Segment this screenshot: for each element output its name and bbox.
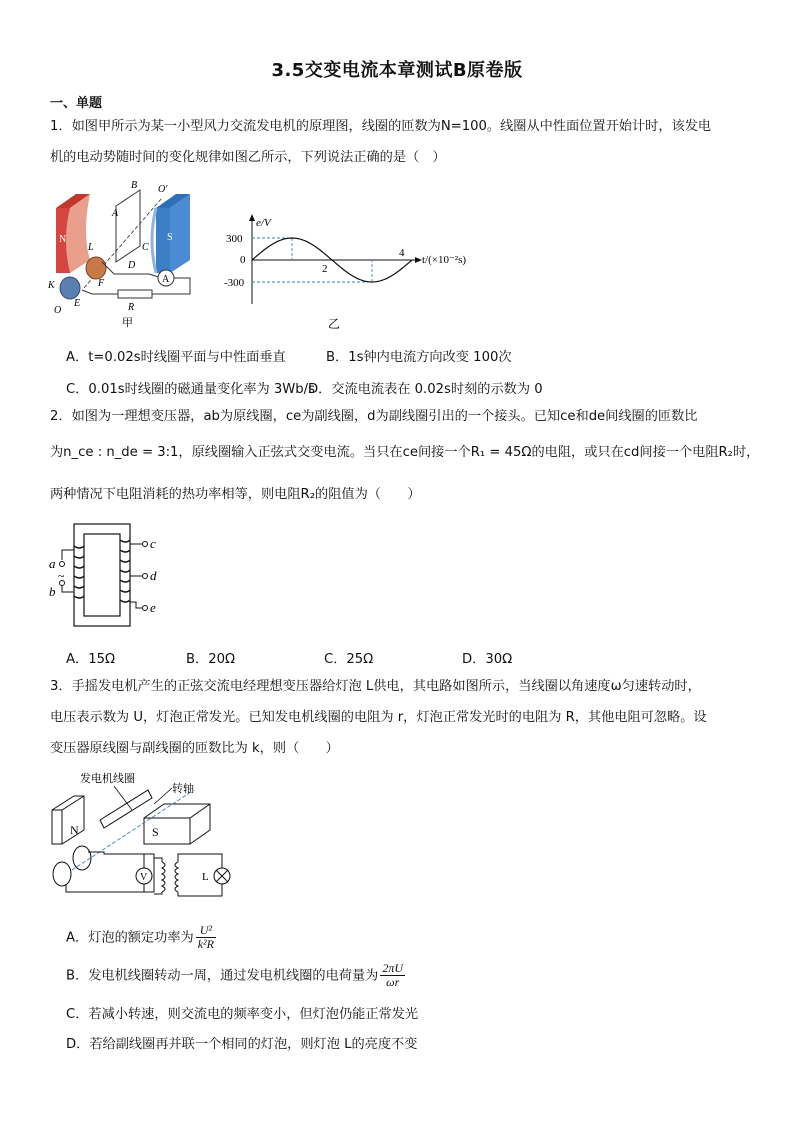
q3-text-line3: 变压器原线圈与副线圈的匝数比为 k，则（ ） (50, 741, 339, 756)
q3-option-a-text: A．灯泡的额定功率为 (66, 930, 194, 946)
q2-text-line1: 2．如图为一理想变压器，ab为原线圈，ce为副线圈，d为副线圈引出的一个接头。已知ce和de间线圈的匝数比 (50, 409, 698, 424)
secondary-coil (120, 540, 130, 602)
q2-text-line2: 为n_ce : n_de = 3:1，原线圈输入正弦式交变电流。当只在ce间接一个R₁ = 45Ω的电阻，或只在cd间接一个电阻R₂时， (50, 445, 760, 460)
fraction-denominator: k²R (197, 937, 214, 951)
label-c: c (150, 536, 156, 551)
q1-option-b[interactable]: B．1s钟内电流方向改变 100次 (326, 350, 512, 365)
label-r: R (128, 302, 135, 313)
q2-figure-transformer (44, 520, 164, 630)
label-generator-coil: 发电机线圈 (80, 773, 135, 785)
label-d: d (150, 568, 157, 583)
label-e: E (74, 298, 81, 309)
q1-figure-emf-chart (222, 212, 492, 334)
label-b: b (49, 584, 56, 599)
slip-ring-2 (60, 277, 80, 299)
chart-y-arrow (249, 214, 255, 221)
q1-option-a[interactable]: A．t=0.02s时线圈平面与中性面垂直 (66, 350, 286, 365)
label-shaft: 转轴 (172, 783, 194, 795)
terminal-e (143, 606, 148, 611)
q2-option-d[interactable]: D．30Ω (462, 652, 513, 667)
resistor-r (118, 290, 152, 298)
label-k: K (48, 280, 55, 291)
core-outer (74, 524, 130, 626)
label-a: a (49, 556, 56, 571)
rotation-axis (72, 790, 194, 870)
page-title: 3.5交变电流本章测试B原卷版 (271, 60, 523, 81)
wire-primary-bottom (154, 892, 162, 894)
section-heading: 一、单题 (50, 96, 103, 111)
label-f: F (98, 278, 105, 289)
ammeter-label: A (162, 274, 170, 285)
n-magnet (52, 796, 84, 844)
q3-figure-hand-generator (44, 770, 244, 900)
q1-option-d[interactable]: D．交流电流表在 0.02s时刻的示数为 0 (308, 382, 543, 397)
s-pole-face (152, 208, 156, 273)
label-d: D (128, 260, 136, 271)
q3-option-b-fraction (380, 962, 405, 989)
fraction-numerator: U² (196, 924, 216, 938)
wire-b (62, 586, 74, 592)
chart-x-arrow (415, 257, 422, 263)
label-l: L (88, 242, 94, 253)
label-a: A (112, 208, 119, 219)
wire-secondary-top (178, 854, 222, 868)
q3-text-line1: 3．手摇发电机产生的正弦交流电经理想变压器给灯泡 L供电，其电路如图所示，当线圈以角速度ω匀速转动时， (50, 679, 701, 694)
figure-caption-yi: 乙 (328, 317, 341, 331)
fraction-numerator: 2πU (382, 961, 404, 975)
lamp-label: L (202, 871, 209, 883)
chart-tick-y-neg300: -300 (224, 277, 245, 289)
q3-option-d[interactable]: D．若给副线圈再并联一个相同的灯泡，则灯泡 L的亮度不变 (66, 1037, 418, 1052)
s-label: S (167, 232, 173, 243)
coil-loop (116, 190, 140, 262)
q1-text-line1: 1．如图甲所示为某一小型风力交流发电机的原理图，线圈的匝数为N=100。线圈从中性面位置开始计时，该发电 (50, 119, 712, 134)
q2-text-line3: 两种情况下电阻消耗的热功率相等，则电阻R₂的阻值为（ ） (50, 487, 421, 502)
chart-tick-y-300: 300 (226, 233, 243, 245)
n-label: N (59, 234, 67, 245)
q3-option-c[interactable]: C．若减小转速，则交流电的频率变小，但灯泡仍能正常发光 (66, 1007, 419, 1022)
n-label: N (70, 823, 79, 837)
terminal-c (143, 542, 148, 547)
chart-y-label: e/V (256, 217, 271, 229)
wire-primary-top (154, 858, 162, 862)
core-inner (84, 534, 120, 616)
q2-option-c[interactable]: C．25Ω (324, 652, 374, 667)
chart-tick-x-4: 4 (399, 247, 405, 259)
q3-option-a-fraction (196, 924, 216, 951)
q2-option-b[interactable]: B．20Ω (186, 652, 236, 667)
transformer-secondary (175, 862, 178, 892)
transformer-primary (162, 862, 165, 892)
q2-option-a[interactable]: A．15Ω (66, 652, 116, 667)
wire-bottom (82, 290, 118, 294)
terminal-a (60, 562, 65, 567)
q1-figure-generator (44, 178, 219, 333)
q3-option-b-text: B．发电机线圈转动一周，通过发电机线圈的电荷量为 (66, 968, 379, 984)
wire-a (62, 550, 74, 560)
voltmeter-label: V (140, 872, 148, 883)
chart-x-label: t/(×10⁻²s) (422, 254, 467, 266)
ac-source-symbol: ~ (58, 569, 65, 583)
terminal-d (143, 574, 148, 579)
chart-tick-y-0: 0 (240, 254, 246, 266)
wire-secondary-bottom (178, 884, 222, 896)
primary-coil (74, 546, 84, 598)
q3-option-b[interactable] (66, 962, 405, 989)
q3-text-line2: 电压表示数为 U，灯泡正常发光。已知发电机线圈的电阻为 r，灯泡正常发光时的电阻为 R，其他电阻可忽略。设 (50, 710, 707, 725)
chart-tick-x-2: 2 (322, 263, 328, 275)
label-b: B (131, 180, 138, 191)
label-e: e (150, 600, 156, 615)
fraction-denominator: ωr (386, 975, 400, 989)
slip-ring-2 (53, 862, 71, 886)
q3-option-a[interactable] (66, 924, 216, 951)
pointer-shaft (154, 788, 172, 804)
s-label: S (152, 825, 159, 839)
figure-caption-jia: 甲 (122, 317, 133, 329)
label-c: C (142, 242, 149, 253)
pointer-coil (114, 786, 132, 810)
wire-e (130, 602, 142, 608)
q1-option-c[interactable]: C．0.01s时线圈的磁通量变化率为 3Wb/s (66, 382, 315, 397)
label-o: O (54, 305, 62, 316)
q1-text-line2: 机的电动势随时间的变化规律如图乙所示，下列说法正确的是（ ） (50, 150, 446, 165)
label-o-prime: O′ (158, 184, 168, 195)
slip-ring-1 (86, 257, 106, 279)
slip-ring-1 (73, 846, 91, 870)
